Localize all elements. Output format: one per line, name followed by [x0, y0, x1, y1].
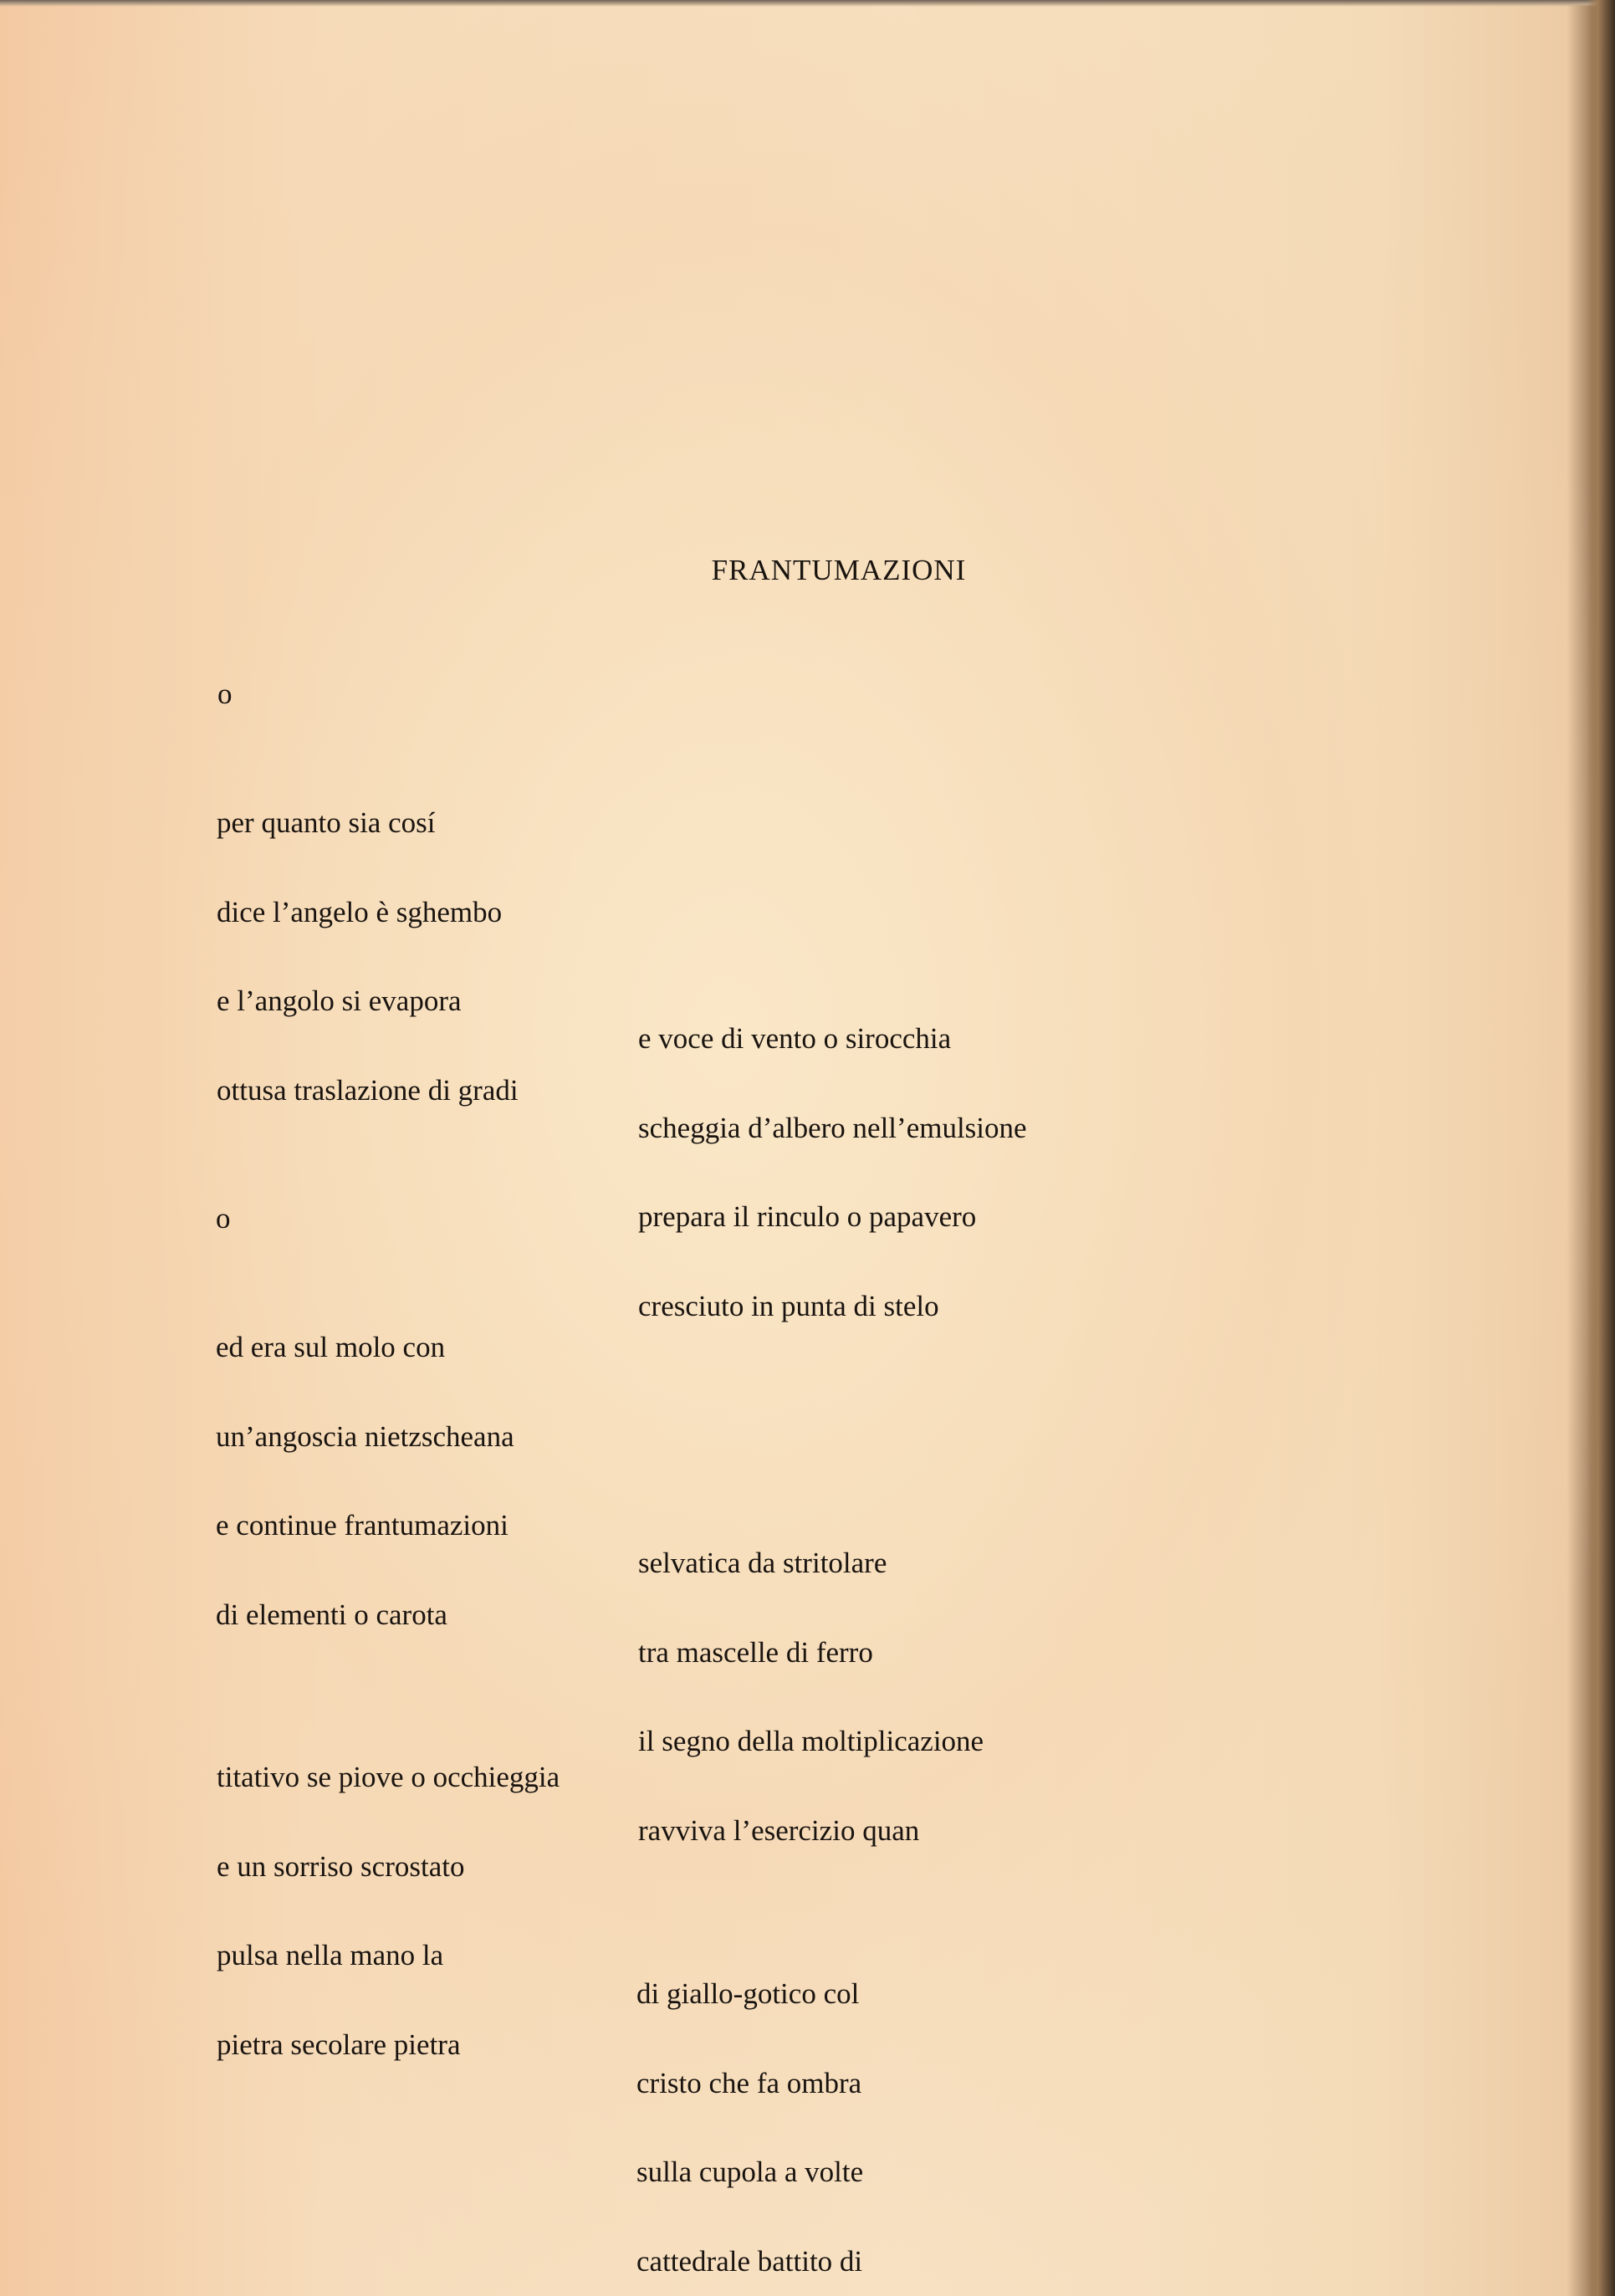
page-binding-edge: [1587, 0, 1615, 2296]
stanza-line: pietra secolare pietra: [217, 2028, 461, 2061]
stanza-line: di elementi o carota: [216, 1598, 447, 1631]
stanza-line: titativo se piove o occhieggia: [217, 1761, 560, 1793]
stanza-line: per quanto sia cosí: [217, 806, 436, 839]
stanza-line: e continue frantumazioni: [216, 1509, 509, 1542]
stanza-line: selvatica da stritolare: [638, 1547, 887, 1579]
stanza-line: e un sorriso scrostato: [217, 1849, 465, 1883]
stanza-5: [217, 1703, 560, 2119]
stanza-line: pulsa nella mano la: [217, 1939, 444, 1971]
stanza-line: cresciuto in punta di stelo: [638, 1289, 939, 1322]
section-marker: o: [216, 1202, 231, 1235]
stanza-line: ottusa traslazione di gradi: [217, 1073, 519, 1107]
poem-title: FRANTUMAZIONI: [711, 554, 967, 586]
stanza-line: cattedrale battito di: [636, 2244, 863, 2278]
section-marker: o: [217, 678, 233, 710]
stanza-line: cristo che fa ombra: [636, 2066, 862, 2099]
stanza-6: [636, 1920, 863, 2296]
stanza-line: ed era sul molo con: [216, 1331, 446, 1363]
stanza-3: [216, 1273, 514, 1689]
page-top-edge: [0, 0, 1615, 7]
stanza-line: ravviva l’esercizio quan: [638, 1813, 920, 1847]
stanza-1: [217, 749, 519, 1164]
stanza-line: il segno della moltiplicazione: [638, 1725, 984, 1757]
stanza-line: tra mascelle di ferro: [638, 1635, 873, 1669]
stanza-line: scheggia d’albero nell’emulsione: [638, 1111, 1027, 1144]
stanza-line: e voce di vento o sirocchia: [638, 1022, 952, 1055]
stanza-line: prepara il rinculo o papavero: [638, 1200, 977, 1233]
stanza-4: [638, 1489, 984, 1905]
stanza-line: un’angoscia nietzscheana: [216, 1419, 514, 1453]
stanza-2: [638, 964, 1027, 1380]
stanza-line: di giallo-gotico col: [636, 1977, 860, 2010]
stanza-line: sulla cupola a volte: [636, 2155, 864, 2188]
stanza-line: e l’angolo si evapora: [217, 984, 462, 1017]
stanza-line: dice l’angelo è sghembo: [217, 895, 503, 928]
